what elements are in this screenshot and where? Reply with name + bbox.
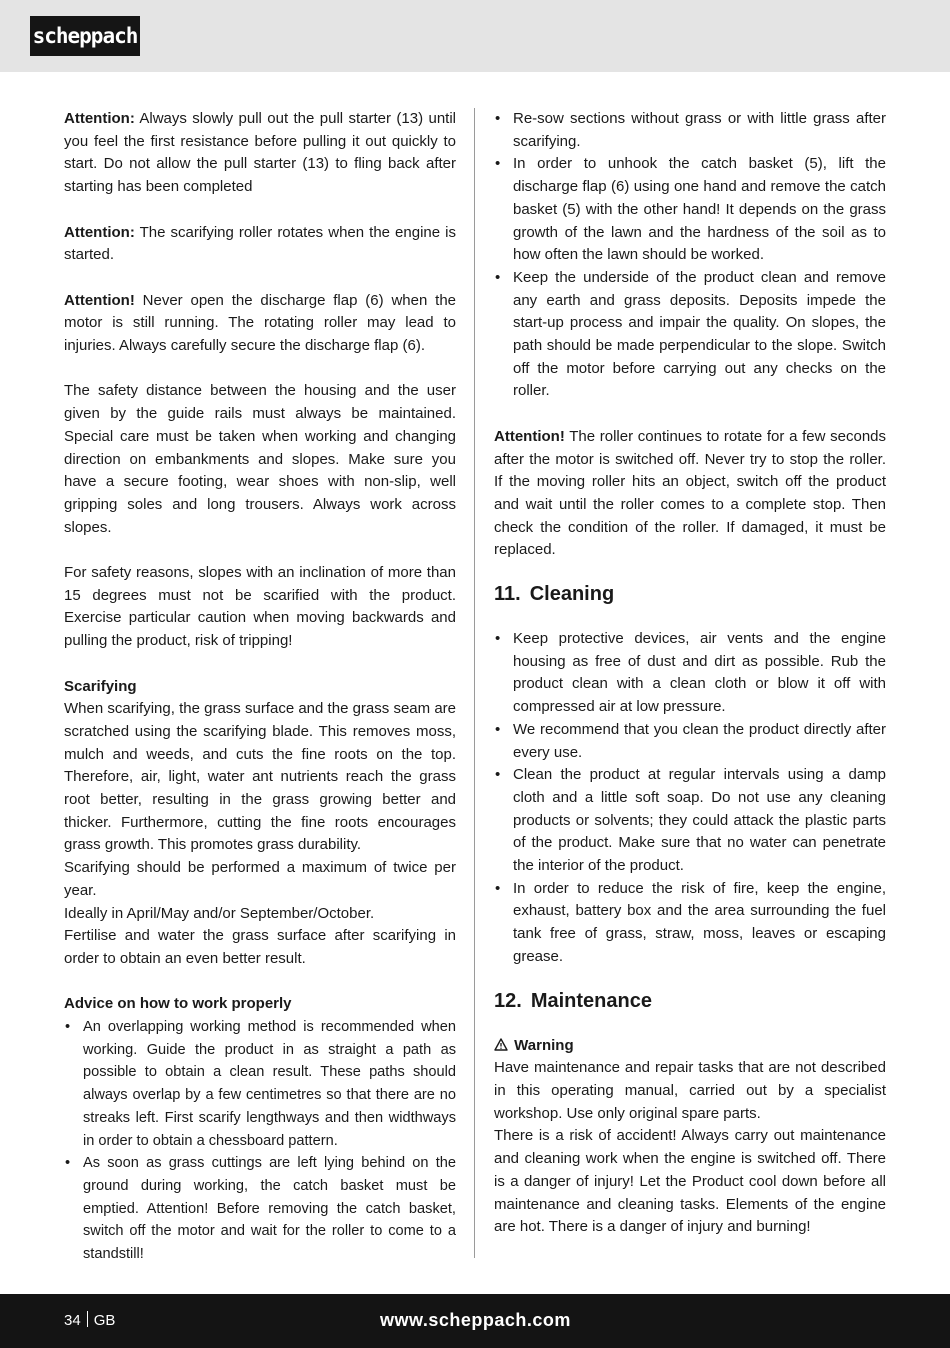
column-divider bbox=[474, 108, 475, 1258]
advice-list bbox=[64, 1016, 456, 1266]
list-item: • We recommend that you clean the product directly after every use. bbox=[494, 719, 886, 764]
list-item: • Clean the product at regular intervals using a damp cloth and a little soft soap. Do not use any cleaning products or solvents; they could attack the plastic parts of the product. Make sure that no water can penetrate the interior of the product. bbox=[494, 764, 886, 878]
scarifying-tips-list bbox=[494, 108, 886, 403]
slopes-paragraph: For safety reasons, slopes with an inclination of more than 15 degrees must not be scarified with the product. Exercise particular caution when moving backwards and pulling the product, risk of tripping! bbox=[64, 564, 456, 650]
scarifying-frequency: Scarifying should be performed a maximum of twice per year. bbox=[64, 859, 456, 899]
warning-triangle-icon bbox=[494, 1037, 512, 1054]
scarifying-paragraph: When scarifying, the grass surface and the grass seam are scratched using the scarifying blade. This removes moss, mulch and weeds, and cuts the fine roots on the top. Therefore, air, light, water ant nutrients reach the grass root better, resulting in the grass growing better and thicker. Furthermore, cutting the fine roots encourages grass growth. This promotes grass durability. bbox=[64, 700, 456, 854]
list-item: • Keep protective devices, air vents and the engine housing as free of dust and dirt as possible. Rub the product clean with a clean cloth or blow it off with compressed air at low pressure. bbox=[494, 628, 886, 719]
list-item: • Keep the underside of the product clean and remove any earth and grass deposits. Deposits impede the start-up process and impair the quality. On slopes, the path should be made perpendicular to the slope. Switch off the motor before carrying out any checks on the roller. bbox=[494, 267, 886, 403]
attention-pull-starter: Attention: Always slowly pull out the pull starter (13) until you feel the first resistance before pulling it out quickly to start. Do not allow the pull starter (13) to fling back after starting has been completed bbox=[64, 110, 456, 196]
attention-roller-continues: Attention! The roller continues to rotate for a few seconds after the motor is switched off. Never try to stop the roller. If the moving roller hits an object, switch off the product and wait until the roller comes to a complete stop. Then check the condition of the roller. If damaged, it must be replaced. bbox=[494, 427, 886, 559]
scheppach-logo: scheppach bbox=[30, 16, 140, 56]
page-header bbox=[0, 0, 950, 72]
left-column bbox=[64, 108, 456, 1266]
list-item: • An overlapping working method is recommended when working. Guide the product in as straight a path as possible to obtain a clean result. These paths should always overlap by a few centimetres so that there are no streaks left. First scarify lengthways and then widthways in order to obtain a chessboard pattern. bbox=[64, 1016, 456, 1152]
advice-heading: Advice on how to work properly bbox=[64, 995, 292, 1013]
attention-discharge-flap: Attention! Never open the discharge flap (6) when the motor is still running. The rotating roller may lead to injuries. Always carefully secure the discharge flap (6). bbox=[64, 291, 456, 354]
list-item: • Re-sow sections without grass or with little grass after scarifying. bbox=[494, 108, 886, 153]
warning-label: Warning bbox=[494, 1035, 886, 1058]
maintenance-accident: There is a risk of accident! Always carry out maintenance and cleaning work when the engine is switched off. There is a danger of injury! Let the Product cool down before all maintenance and cleaning tasks. Elements of the engine are hot. There is a danger of injury and burning! bbox=[494, 1127, 886, 1236]
cleaning-heading: 11. Cleaning bbox=[494, 583, 615, 606]
right-column bbox=[494, 108, 886, 1239]
maintenance-workshop: Have maintenance and repair tasks that are not described in this operating manual, carried out by a specialist workshop. Use only original spare parts. bbox=[494, 1059, 886, 1122]
website-link[interactable]: www.scheppach.com bbox=[380, 1310, 571, 1330]
scarifying-fertilise: Fertilise and water the grass surface after scarifying in order to obtain an even better result. bbox=[64, 927, 456, 967]
page-footer bbox=[0, 1294, 950, 1348]
attention-roller-rotates: Attention: The scarifying roller rotates when the engine is started. bbox=[64, 223, 456, 264]
list-item: • In order to reduce the risk of fire, keep the engine, exhaust, battery box and the area surrounding the fuel tank free of grass, straw, moss, leaves or escaping grease. bbox=[494, 878, 886, 969]
scarifying-timing: Ideally in April/May and/or September/October. bbox=[64, 904, 375, 922]
list-item: • As soon as grass cuttings are left lying behind on the ground during working, the catch basket must be emptied. Attention! Before removing the catch basket, switch off the motor and wait for the roller to come to a standstill! bbox=[64, 1152, 456, 1266]
scarifying-heading: Scarifying bbox=[64, 677, 137, 695]
page-number: 34 GB bbox=[64, 1312, 116, 1329]
maintenance-heading: 12. Maintenance bbox=[494, 989, 652, 1012]
list-item: • In order to unhook the catch basket (5), lift the discharge flap (6) using one hand and remove the catch basket (5) with the other hand! It depends on the grass growth of the lawn and the hardness of the soil as to how often the lawn should be worked. bbox=[494, 153, 886, 267]
cleaning-list bbox=[494, 628, 886, 969]
separator bbox=[87, 1311, 88, 1327]
safety-distance-paragraph: The safety distance between the housing and the user given by the guide rails must always be maintained. Special care must be taken when working and changing direction on embankments and slopes. Make sure you have a secure footing, wear shoes with non-slip, well gripping soles and long trousers. Always work across slopes. bbox=[64, 382, 456, 536]
